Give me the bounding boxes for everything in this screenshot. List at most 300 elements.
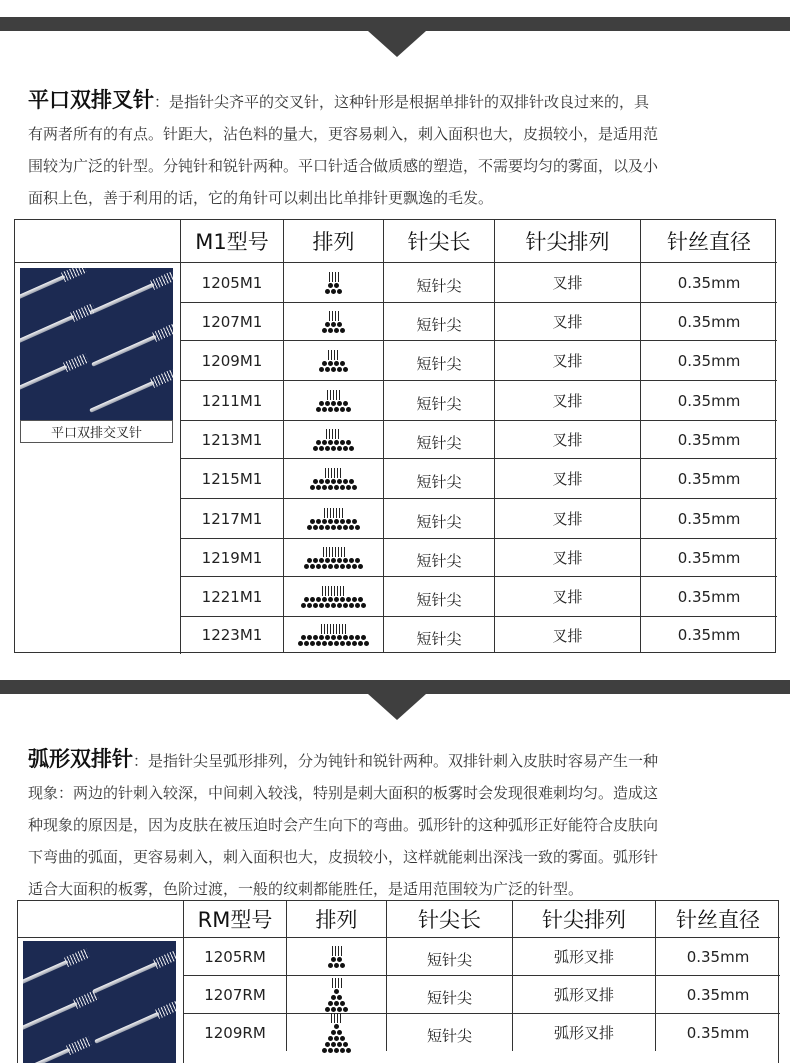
needle-dot-row [325,1007,348,1012]
needle-shaft-lines [329,272,339,282]
needle-dot [346,597,351,602]
needle-dot-row [316,407,351,412]
cell-wire-diameter: 0.35mm [640,340,777,380]
needle-dot-row [322,361,345,366]
needle-tip-dots [298,635,369,646]
needle-dot [337,1007,342,1012]
needle-arrangement-diagram [307,508,360,530]
cell-arrangement [283,420,383,458]
needle-dot [328,1001,333,1006]
needle-dot [340,641,345,646]
needle-shaft-lines [331,1013,342,1023]
needle-dot [337,401,342,406]
needle-dot [322,597,327,602]
cell-tip-arrangement: 弧形叉排 [512,1013,655,1051]
cell-arrangement [286,937,386,975]
needle-photo [20,268,173,420]
cell-tip-length: 短针尖 [386,975,512,1013]
needle-dot [343,446,348,451]
needle-dot [316,407,321,412]
needle-dot [337,479,342,484]
needle-dot [307,558,312,563]
needle-dot [310,641,315,646]
needle-dot [343,1007,348,1012]
needle-arrangement-diagram [310,468,357,490]
needle-image [20,312,76,350]
needle-dot [334,440,339,445]
needle-arrangement-diagram [325,272,342,294]
needle-dot-row [313,446,354,451]
needle-dot [331,322,336,327]
needle-dot [337,367,342,372]
needle-dot [352,597,357,602]
needle-dot [319,558,324,563]
needle-dot [337,558,342,563]
needle-image [20,272,67,306]
needle-tip [150,369,173,388]
needle-shaft [20,315,75,347]
cell-model: 1217M1 [180,498,283,538]
needle-image [23,957,70,991]
cell-model: 1221M1 [180,576,283,616]
needle-shaft-lines [329,311,339,321]
needle-dot [334,1001,339,1006]
needle-dot [346,564,351,569]
needle-dot [334,519,339,524]
needle-tip [66,1036,92,1055]
needle-tip [152,323,173,342]
needle-dot [337,525,342,530]
needle-dot [343,367,348,372]
needle-photo [23,941,176,1063]
needle-dot [322,328,327,333]
divider-arrow-icon [368,31,426,57]
needle-tip-dots [325,989,348,1012]
needle-dot [313,525,318,530]
needle-tip-dots [325,283,342,294]
needle-dot [334,597,339,602]
needle-tip [64,948,90,967]
needle-dot [331,446,336,451]
header-wire-diameter: 针丝直径 [640,219,777,262]
needle-photo-caption: 平口双排交叉针 [20,420,173,443]
needle-dot [352,485,357,490]
needle-dot-row [313,479,354,484]
needle-dot [307,525,312,530]
needle-dot-row [325,1042,348,1047]
needle-dot [334,963,339,968]
cell-arrangement [283,340,383,380]
header-arrangement: 排列 [286,900,386,937]
needle-dot [328,407,333,412]
needle-dot [325,1042,330,1047]
needle-dot [313,446,318,451]
needle-dot [361,635,366,640]
needle-arrangement-diagram [298,624,369,646]
needle-dot [331,1042,336,1047]
needle-dot [346,519,351,524]
needle-dot [316,564,321,569]
needle-dot [349,603,354,608]
needle-shaft-lines [325,468,343,478]
needle-dot [340,361,345,366]
needle-dot [343,479,348,484]
needle-dot [322,361,327,366]
needle-dot [337,603,342,608]
needle-dot [343,1042,348,1047]
needle-shaft [23,960,69,988]
section-divider-banner [0,680,790,694]
needle-shaft-lines [323,547,345,557]
needle-shaft-lines [327,390,340,400]
cell-arrangement [283,576,383,616]
needle-dot [316,519,321,524]
needle-dot [340,407,345,412]
needle-dot [316,440,321,445]
needle-dot-row [316,440,351,445]
needle-shaft [20,275,66,303]
needle-dot [334,283,339,288]
needle-dot [328,283,333,288]
needle-dot-row [301,635,366,640]
cell-arrangement [283,538,383,576]
needle-arrangement-diagram [304,547,363,569]
divider-arrow-icon [368,694,426,720]
needle-tip-dots [307,519,360,530]
needle-dot [322,564,327,569]
section2-title: 弧形双排针 [28,747,133,771]
needle-tip-dots [304,558,363,569]
needle-dot [343,401,348,406]
needle-shaft [91,335,157,367]
needle-tip [153,950,176,969]
needle-dot-row [319,367,348,372]
cell-wire-diameter: 0.35mm [655,975,780,1013]
needle-dot [331,1007,336,1012]
cell-model: 1205M1 [180,262,283,302]
header-tip-length: 针尖长 [383,219,494,262]
needle-dot [337,289,342,294]
needle-dot [325,525,330,530]
intro-line: 平口双排叉针：是指针尖齐平的交叉针，这种针形是根据单排针的双排针改良过来的，具 [28,88,650,112]
cell-wire-diameter: 0.35mm [655,937,780,975]
cell-arrangement [286,1013,386,1051]
needle-dot [322,519,327,524]
cell-tip-arrangement: 叉排 [494,458,640,498]
intro-line: 面积上色，善于利用的话，它的角针可以刺出比单排针更飘逸的毛发。 [28,189,494,207]
needle-dot [352,641,357,646]
needle-dot-row [310,519,357,524]
needle-dot-row [301,603,366,608]
needle-dot [331,635,336,640]
needle-dot [328,1048,333,1053]
needle-tip [155,1000,176,1019]
needle-dot-row [334,1024,339,1029]
needle-dot [331,525,336,530]
needle-shaft-lines [332,978,342,988]
needle-dot [322,485,327,490]
needle-dot [310,519,315,524]
intro-line: 围较为广泛的针型。分钝针和锐针两种。平口针适合做质感的塑造，不需要均匀的雾面，以及小 [28,157,659,175]
cell-model: 1207M1 [180,302,283,340]
needle-dot [319,525,324,530]
needle-dot-row [328,1036,345,1041]
needle-dot [325,401,330,406]
cell-model: 1211M1 [180,380,283,420]
needle-image [91,959,159,997]
cell-tip-arrangement: 叉排 [494,420,640,458]
needle-dot [340,519,345,524]
needle-dot-row [331,1030,342,1035]
needle-dot [319,401,324,406]
needle-dot [337,322,342,327]
cell-tip-arrangement: 弧形叉排 [512,975,655,1013]
needle-dot [340,597,345,602]
needle-dot [325,322,330,327]
needle-image [23,1045,72,1063]
needle-tip-dots [322,1024,351,1053]
needle-dot [337,635,342,640]
needle-dot [355,558,360,563]
needle-dot-row [331,995,342,1000]
cell-tip-arrangement: 叉排 [494,302,640,340]
needle-dot [337,1042,342,1047]
needle-dot [331,995,336,1000]
cell-wire-diameter: 0.35mm [640,498,777,538]
needle-dot [298,641,303,646]
cell-model: 1205RM [183,937,286,975]
needle-dot [334,564,339,569]
needle-dot [343,603,348,608]
cell-tip-length: 短针尖 [386,1013,512,1051]
cell-tip-arrangement: 叉排 [494,538,640,576]
cell-tip-length: 短针尖 [383,340,494,380]
needle-dot [340,963,345,968]
needle-dot [304,564,309,569]
needle-dot [319,367,324,372]
needle-dot [352,519,357,524]
needle-dot [352,564,357,569]
cell-arrangement [283,302,383,340]
header-tip-arrangement: 针尖排列 [494,219,640,262]
needle-dot [328,519,333,524]
cell-wire-diameter: 0.35mm [640,380,777,420]
needle-dot [340,1036,345,1041]
header-wire-diameter: 针丝直径 [655,900,780,937]
needle-dot [334,641,339,646]
cell-tip-length: 短针尖 [383,616,494,653]
section1-description [28,84,768,214]
needle-tip [63,353,89,372]
needle-dot [355,603,360,608]
needle-dot [319,446,324,451]
needle-dot [328,597,333,602]
needle-dot [310,597,315,602]
needle-dot [340,485,345,490]
needle-dot [325,603,330,608]
needle-dot [340,1001,345,1006]
needle-dot [328,485,333,490]
needle-dot [331,1030,336,1035]
needle-dot [331,401,336,406]
needle-dot [310,564,315,569]
needle-dot-row [328,1001,345,1006]
cell-tip-length: 短针尖 [386,937,512,975]
needle-dot [328,328,333,333]
cell-tip-length: 短针尖 [383,538,494,576]
header-arrangement: 排列 [283,219,383,262]
header-tip-arrangement: 针尖排列 [512,900,655,937]
needle-dot-row [328,283,339,288]
cell-arrangement [283,380,383,420]
needle-dot [349,446,354,451]
needle-dot [328,440,333,445]
needle-dot [304,597,309,602]
needle-dot [334,485,339,490]
needle-dot [313,479,318,484]
header-model: RM型号 [183,900,286,937]
needle-dot-row [304,597,363,602]
needle-dot-row [304,564,363,569]
needle-dot [325,446,330,451]
needle-tip-dots [301,597,366,608]
needle-dot [358,597,363,602]
header-model: M1型号 [180,219,283,262]
needle-dot [328,1036,333,1041]
needle-image [20,362,69,396]
needle-dot-row [319,401,348,406]
needle-dot [331,957,336,962]
cell-wire-diameter: 0.35mm [640,302,777,340]
needle-shaft-lines [326,429,341,439]
cell-model: 1209M1 [180,340,283,380]
needle-dot [307,603,312,608]
cell-wire-diameter: 0.35mm [640,262,777,302]
cell-wire-diameter: 0.35mm [640,616,777,653]
cell-wire-diameter: 0.35mm [640,458,777,498]
cell-tip-length: 短针尖 [383,302,494,340]
needle-dot-row [310,485,357,490]
needle-dot [310,485,315,490]
needle-dot [319,635,324,640]
needle-tip-dots [328,957,345,968]
cell-wire-diameter: 0.35mm [655,1013,780,1051]
needle-shaft-lines [321,624,347,634]
needle-dot [346,485,351,490]
cell-tip-arrangement: 弧形叉排 [512,937,655,975]
needle-dot [361,603,366,608]
needle-tip [150,271,173,290]
needle-dot [325,635,330,640]
needle-arrangement-diagram [325,978,348,1012]
section2-description [28,743,768,905]
needle-dot [346,440,351,445]
needle-dot-row [322,328,345,333]
needle-shaft [94,1012,160,1044]
cell-wire-diameter: 0.35mm [640,576,777,616]
needle-dot [325,1007,330,1012]
needle-dot [334,361,339,366]
needle-dot [343,525,348,530]
needle-dot [313,635,318,640]
cell-wire-diameter: 0.35mm [640,420,777,458]
needle-dot-row [328,963,345,968]
cell-tip-arrangement: 叉排 [494,262,640,302]
needle-dot [307,635,312,640]
needle-image [88,280,156,318]
cell-arrangement [286,975,386,1013]
cell-tip-arrangement: 叉排 [494,616,640,653]
needle-dot [337,957,342,962]
section1-title: 平口双排叉针 [28,88,154,112]
cell-model: 1223M1 [180,616,283,653]
cell-model: 1219M1 [180,538,283,576]
needle-dot [337,1030,342,1035]
needle-shaft [23,1002,78,1034]
cell-tip-arrangement: 叉排 [494,340,640,380]
needle-dot [316,641,321,646]
needle-shaft-lines [328,350,339,360]
section-divider-banner [0,17,790,31]
needle-dot [328,361,333,366]
needle-dot-row [331,957,342,962]
needle-dot [325,479,330,484]
needle-shaft [89,381,155,413]
needle-dot-row [307,525,360,530]
needle-dot [319,603,324,608]
needle-dot [334,328,339,333]
needle-dot [337,446,342,451]
cell-model: 1213M1 [180,420,283,458]
needle-tip-dots [322,322,345,333]
needle-dot [331,367,336,372]
needle-tip [61,268,87,282]
needle-dot-row [325,289,342,294]
needle-shaft [20,365,68,393]
needle-dot [340,328,345,333]
cell-tip-length: 短针尖 [383,380,494,420]
header-tip-length: 针尖长 [386,900,512,937]
cell-arrangement [283,262,383,302]
needle-dot [322,1048,327,1053]
intro-line: 适合大面积的板雾，色阶过渡，一般的纹刺都能胜任，是适用范围较为广泛的针型。 [28,880,584,898]
cell-tip-length: 短针尖 [383,458,494,498]
needle-shaft-lines [332,946,342,956]
needle-image [88,378,156,416]
cell-tip-length: 短针尖 [383,262,494,302]
needle-dot [325,367,330,372]
cell-model: 1215M1 [180,458,283,498]
intro-line: 弧形双排针：是指针尖呈弧形排列，分为钝针和锐针两种。双排针刺入皮肤时容易产生一种 [28,747,659,771]
needle-dot [358,641,363,646]
needle-tip-dots [316,401,351,412]
needle-dot [337,995,342,1000]
needle-dot [334,1024,339,1029]
needle-dot [334,1048,339,1053]
needle-dot [343,635,348,640]
needle-dot [328,641,333,646]
needle-arrangement-diagram [313,429,354,451]
needle-dot [334,1036,339,1041]
needle-dot [355,635,360,640]
needle-dot [355,525,360,530]
intro-line: 下弯曲的弧面，更容易刺入，刺入面积也大，皮损较小，这样就能刺出深浅一致的雾面。弧形针 [28,848,659,866]
needle-dot [340,440,345,445]
needle-dot [319,479,324,484]
needle-dot [331,603,336,608]
needle-dot [304,641,309,646]
needle-dot [322,440,327,445]
